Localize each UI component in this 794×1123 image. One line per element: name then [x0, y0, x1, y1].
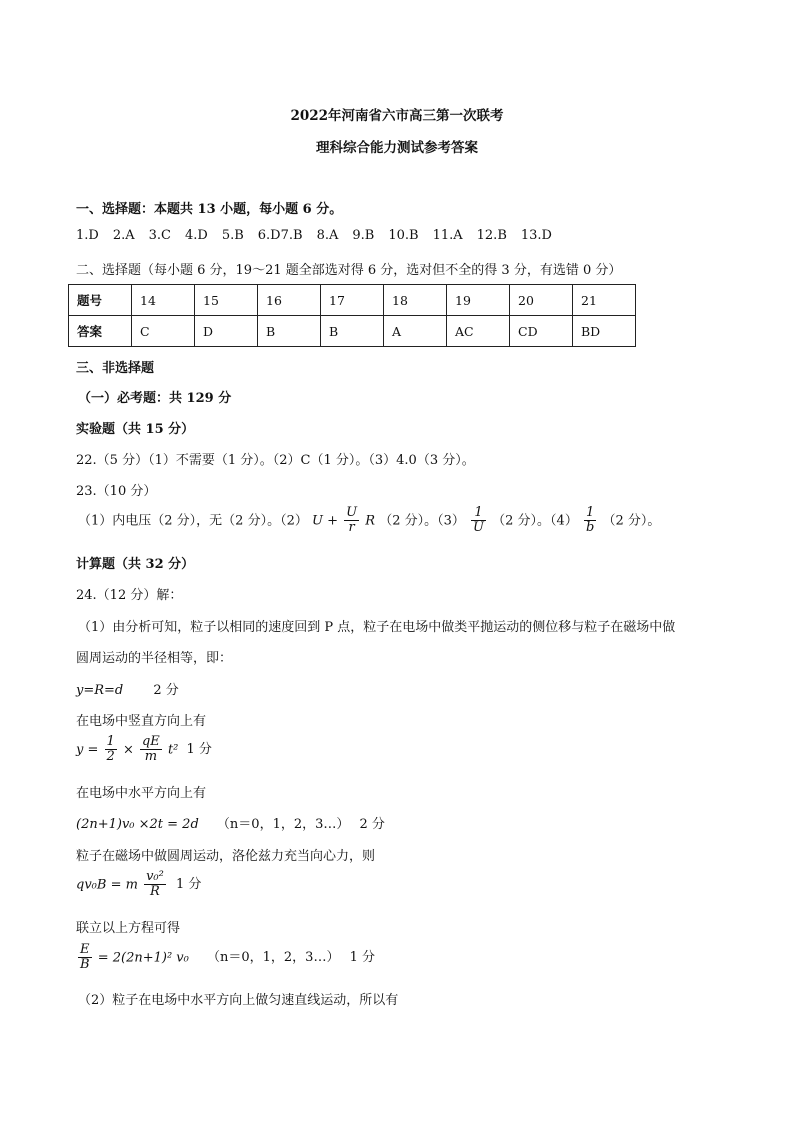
equation-5 — [76, 943, 375, 973]
equation-2-score: 1 分 — [186, 742, 212, 758]
section1-heading: 一、选择题：本题共 13 小题，每小题 6 分。 — [76, 202, 343, 217]
mcq-answer: 2.A — [112, 228, 135, 243]
question-number-cell: 19 — [447, 285, 510, 316]
equation-1-body: y=R=d — [76, 683, 124, 698]
equation-4-left: qv₀B = m — [76, 877, 138, 893]
table-row-label: 答案 — [69, 316, 132, 347]
equation-2-fraction-qe-over-m — [140, 735, 162, 765]
fraction-denominator: U — [473, 520, 484, 536]
fraction-denominator: R — [150, 884, 160, 900]
equation-4-score: 1 分 — [175, 877, 202, 893]
q23-answer — [78, 506, 660, 536]
question-number-cell: 20 — [510, 285, 573, 316]
section1-answers — [76, 228, 566, 243]
table-row — [69, 316, 636, 347]
exam-title: 2022年河南省六市高三第一次联考 — [290, 108, 504, 124]
mcq-answer: 12.B — [476, 228, 507, 243]
answer-cell: B — [258, 316, 321, 347]
equation-1 — [76, 679, 179, 698]
equation-2-t-squared: t² — [167, 742, 179, 758]
question-number-cell: 16 — [258, 285, 321, 316]
answer-cell: AC — [447, 316, 510, 347]
equation-1-score: 2 分 — [153, 683, 179, 698]
fraction-numerator: 1 — [584, 506, 596, 521]
experiment-label: 实验题（共 15 分） — [76, 422, 195, 437]
equation-5-right: = 2(2n+1)² v₀ — [97, 950, 189, 966]
mcq-answer: 11.A — [432, 228, 463, 243]
equation-3-score: 2 分 — [359, 817, 385, 832]
equation-5-condition: （n＝0，1，2，3…） — [207, 950, 340, 966]
answer-cell: CD — [510, 316, 573, 347]
fraction-numerator: 1 — [471, 506, 486, 521]
fraction-numerator: E — [78, 943, 92, 958]
question-number-cell: 17 — [321, 285, 384, 316]
mcq-answer: 6.D7.B — [257, 228, 303, 243]
mcq-answer: 8.A — [316, 228, 339, 243]
q24-part2: （2）粒子在电场中水平方向上做匀速直线运动，所以有 — [78, 993, 399, 1008]
question-number-cell: 18 — [384, 285, 447, 316]
fraction-numerator: v₀² — [146, 869, 164, 884]
answer-cell: B — [321, 316, 384, 347]
answer-cell: BD — [573, 316, 636, 347]
combine-text: 联立以上方程可得 — [76, 921, 181, 936]
fraction-denominator: 2 — [106, 749, 115, 765]
horizontal-direction-text: 在电场中水平方向上有 — [76, 786, 207, 801]
calc-heading — [76, 553, 194, 572]
fraction-denominator: b — [585, 520, 595, 536]
q23-part4: （2 分）。（4） — [492, 513, 578, 529]
q23-fraction-1-over-u — [471, 506, 486, 536]
section3-heading: 三、非选择题 — [76, 361, 155, 376]
equation-2-left: y = — [76, 742, 99, 758]
q23-part3: （2 分）。（3） — [379, 513, 465, 529]
mcq-answer: 13.D — [520, 228, 552, 243]
question-number-cell: 21 — [573, 285, 636, 316]
vertical-direction-text: 在电场中竖直方向上有 — [76, 714, 207, 729]
equation-5-score: 1 分 — [349, 950, 376, 966]
q23-var-r: R — [365, 513, 376, 529]
equation-4 — [76, 870, 201, 900]
table-row-label: 题号 — [69, 285, 132, 316]
mcq-answer: 10.B — [388, 228, 419, 243]
mcq-answer: 9.B — [352, 228, 375, 243]
equation-2-times: × — [122, 742, 134, 758]
q24-heading: 24.（12 分）解： — [76, 588, 183, 603]
q22-answer: 22.（5 分）（1）不需要（1 分）。（2）C（1 分）。（3）4.0（3 分）。 — [76, 453, 475, 468]
equation-2-fraction-half — [105, 735, 117, 765]
magnetic-field-text: 粒子在磁场中做圆周运动，洛伦兹力充当向心力，则 — [76, 849, 376, 864]
equation-2 — [76, 735, 212, 765]
mcq-answer: 4.D — [184, 228, 208, 243]
fraction-numerator: U — [346, 505, 358, 520]
equation-3-condition: （n＝0，1，2，3…） — [216, 817, 350, 832]
q23-fraction-u-over-r — [344, 506, 359, 536]
q23-heading: 23.（10 分） — [76, 484, 157, 499]
required-heading: （一）必考题：共 129 分 — [78, 391, 232, 406]
q24-paragraph-2: 圆周运动的半径相等，即： — [76, 651, 233, 666]
equation-3 — [76, 813, 385, 832]
q23-part1: （1）内电压（2 分），无（2 分）。（2） — [78, 513, 308, 529]
mcq-answer: 5.B — [221, 228, 244, 243]
answer-cell: D — [195, 316, 258, 347]
fraction-denominator: r — [348, 520, 355, 536]
fraction-denominator: B — [80, 957, 90, 973]
answer-cell: C — [132, 316, 195, 347]
fraction-numerator: 1 — [106, 734, 115, 749]
equation-3-body: (2n+1)v₀ ×2t = 2d — [76, 817, 199, 832]
question-number-cell: 15 — [195, 285, 258, 316]
equation-4-fraction — [144, 870, 166, 900]
question-number-cell: 14 — [132, 285, 195, 316]
exam-subtitle: 理科综合能力测试参考答案 — [316, 140, 478, 156]
section2-heading: 二、选择题（每小题 6 分，19～21 题全部选对得 6 分，选对但不全的得 3 分，有选错 0 分） — [76, 263, 622, 278]
q23-plus: + — [327, 513, 339, 529]
answer-table — [68, 284, 636, 347]
q23-var-u: U — [312, 513, 323, 529]
q23-fraction-1-over-b — [584, 506, 596, 536]
table-row — [69, 285, 636, 316]
q23-part5: （2 分）。 — [602, 513, 661, 529]
experiment-heading — [76, 418, 194, 437]
answer-cell: A — [384, 316, 447, 347]
fraction-denominator: m — [144, 749, 158, 765]
equation-5-fraction-e-over-b — [78, 943, 92, 973]
q24-paragraph-1: （1）由分析可知，粒子以相同的速度回到 P 点，粒子在电场中做类平抛运动的侧位移与粒子在磁场中做 — [78, 620, 676, 635]
calc-label: 计算题（共 32 分） — [76, 557, 195, 572]
fraction-numerator: qE — [141, 734, 160, 749]
mcq-answer: 3.C — [148, 228, 171, 243]
mcq-answer: 1.D — [76, 228, 99, 243]
